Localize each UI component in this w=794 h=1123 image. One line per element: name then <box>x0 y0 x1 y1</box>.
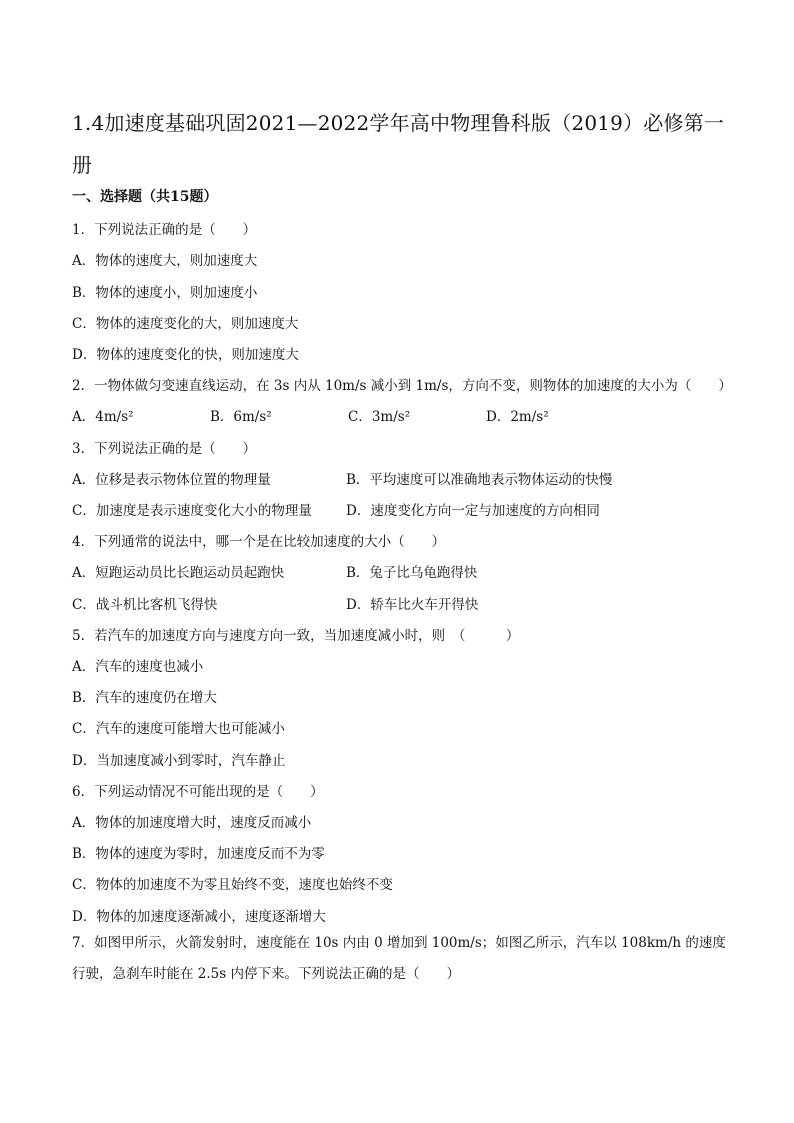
question-1-option-b: B．物体的速度小，则加速度小 <box>72 285 258 301</box>
question-5-option-c: C．汽车的速度可能增大也可能减小 <box>72 721 285 737</box>
question-1-option-a: A．物体的速度大，则加速度大 <box>72 253 258 269</box>
question-6-option-b: B．物体的速度为零时，加速度反而不为零 <box>72 846 325 862</box>
question-5-option-b: B．汽车的速度仍在增大 <box>72 690 217 706</box>
question-4-option-d: D．轿车比火车开得快 <box>346 597 479 613</box>
question-1-option-c: C．物体的速度变化的大，则加速度大 <box>72 316 299 332</box>
question-6-option-a: A．物体的加速度增大时，速度反而减小 <box>72 815 312 831</box>
question-3-option-b: B．平均速度可以准确地表示物体运动的快慢 <box>346 472 613 488</box>
question-4-option-c: C．战斗机比客机飞得快 <box>72 597 218 613</box>
question-2-option-b: B．6m/s² <box>210 409 272 425</box>
question-3-option-d: D．速度变化方向一定与加速度的方向相同 <box>346 503 600 519</box>
document-title: 1.4加速度基础巩固2021—2022学年高中物理鲁科版（2019）必修第一册 <box>72 111 725 177</box>
question-7-stem: 7．如图甲所示，火箭发射时，速度能在 10s 内由 0 增加到 100m/s；如图乙所示，汽车以 108km/h 的速度行驶，急刹车时能在 2.5s 内停下来。下列说法正确的是（ ） <box>72 935 726 982</box>
question-5-option-d: D．当加速度减小到零时，汽车静止 <box>72 753 286 769</box>
question-6-option-d: D．物体的加速度逐渐减小，速度逐渐增大 <box>72 909 326 925</box>
question-3-option-c: C．加速度是表示速度变化大小的物理量 <box>72 503 312 519</box>
question-3-stem: 3．下列说法正确的是（ ） <box>72 441 257 457</box>
question-6-stem: 6．下列运动情况不可能出现的是（ ） <box>72 784 324 800</box>
question-1-stem: 1．下列说法正确的是（ ） <box>72 222 257 238</box>
question-3-option-a: A．位移是表示物体位置的物理量 <box>72 472 271 488</box>
question-4-stem: 4．下列通常的说法中，哪一个是在比较加速度的大小（ ） <box>72 534 446 550</box>
question-4-option-b: B．兔子比乌龟跑得快 <box>346 565 478 581</box>
question-2-option-d: D．2m/s² <box>486 409 549 425</box>
question-5-option-a: A．汽车的速度也减小 <box>72 659 204 675</box>
question-6-option-c: C．物体的加速度不为零且始终不变，速度也始终不变 <box>72 877 393 893</box>
question-1-option-d: D．物体的速度变化的快，则加速度大 <box>72 347 299 363</box>
question-2-option-a: A．4m/s² <box>72 409 134 425</box>
section-heading: 一、选择题（共15题） <box>72 189 218 205</box>
question-2-option-c: C．3m/s² <box>348 409 411 425</box>
question-5-stem: 5．若汽车的加速度方向与速度方向一致，当加速度减小时，则 （ ） <box>72 628 520 644</box>
question-2-stem: 2．一物体做匀变速直线运动，在 3s 内从 10m/s 减小到 1m/s，方向不变，则物体的加速度的大小为（ ） <box>72 378 732 394</box>
question-4-option-a: A．短跑运动员比长跑运动员起跑快 <box>72 565 285 581</box>
